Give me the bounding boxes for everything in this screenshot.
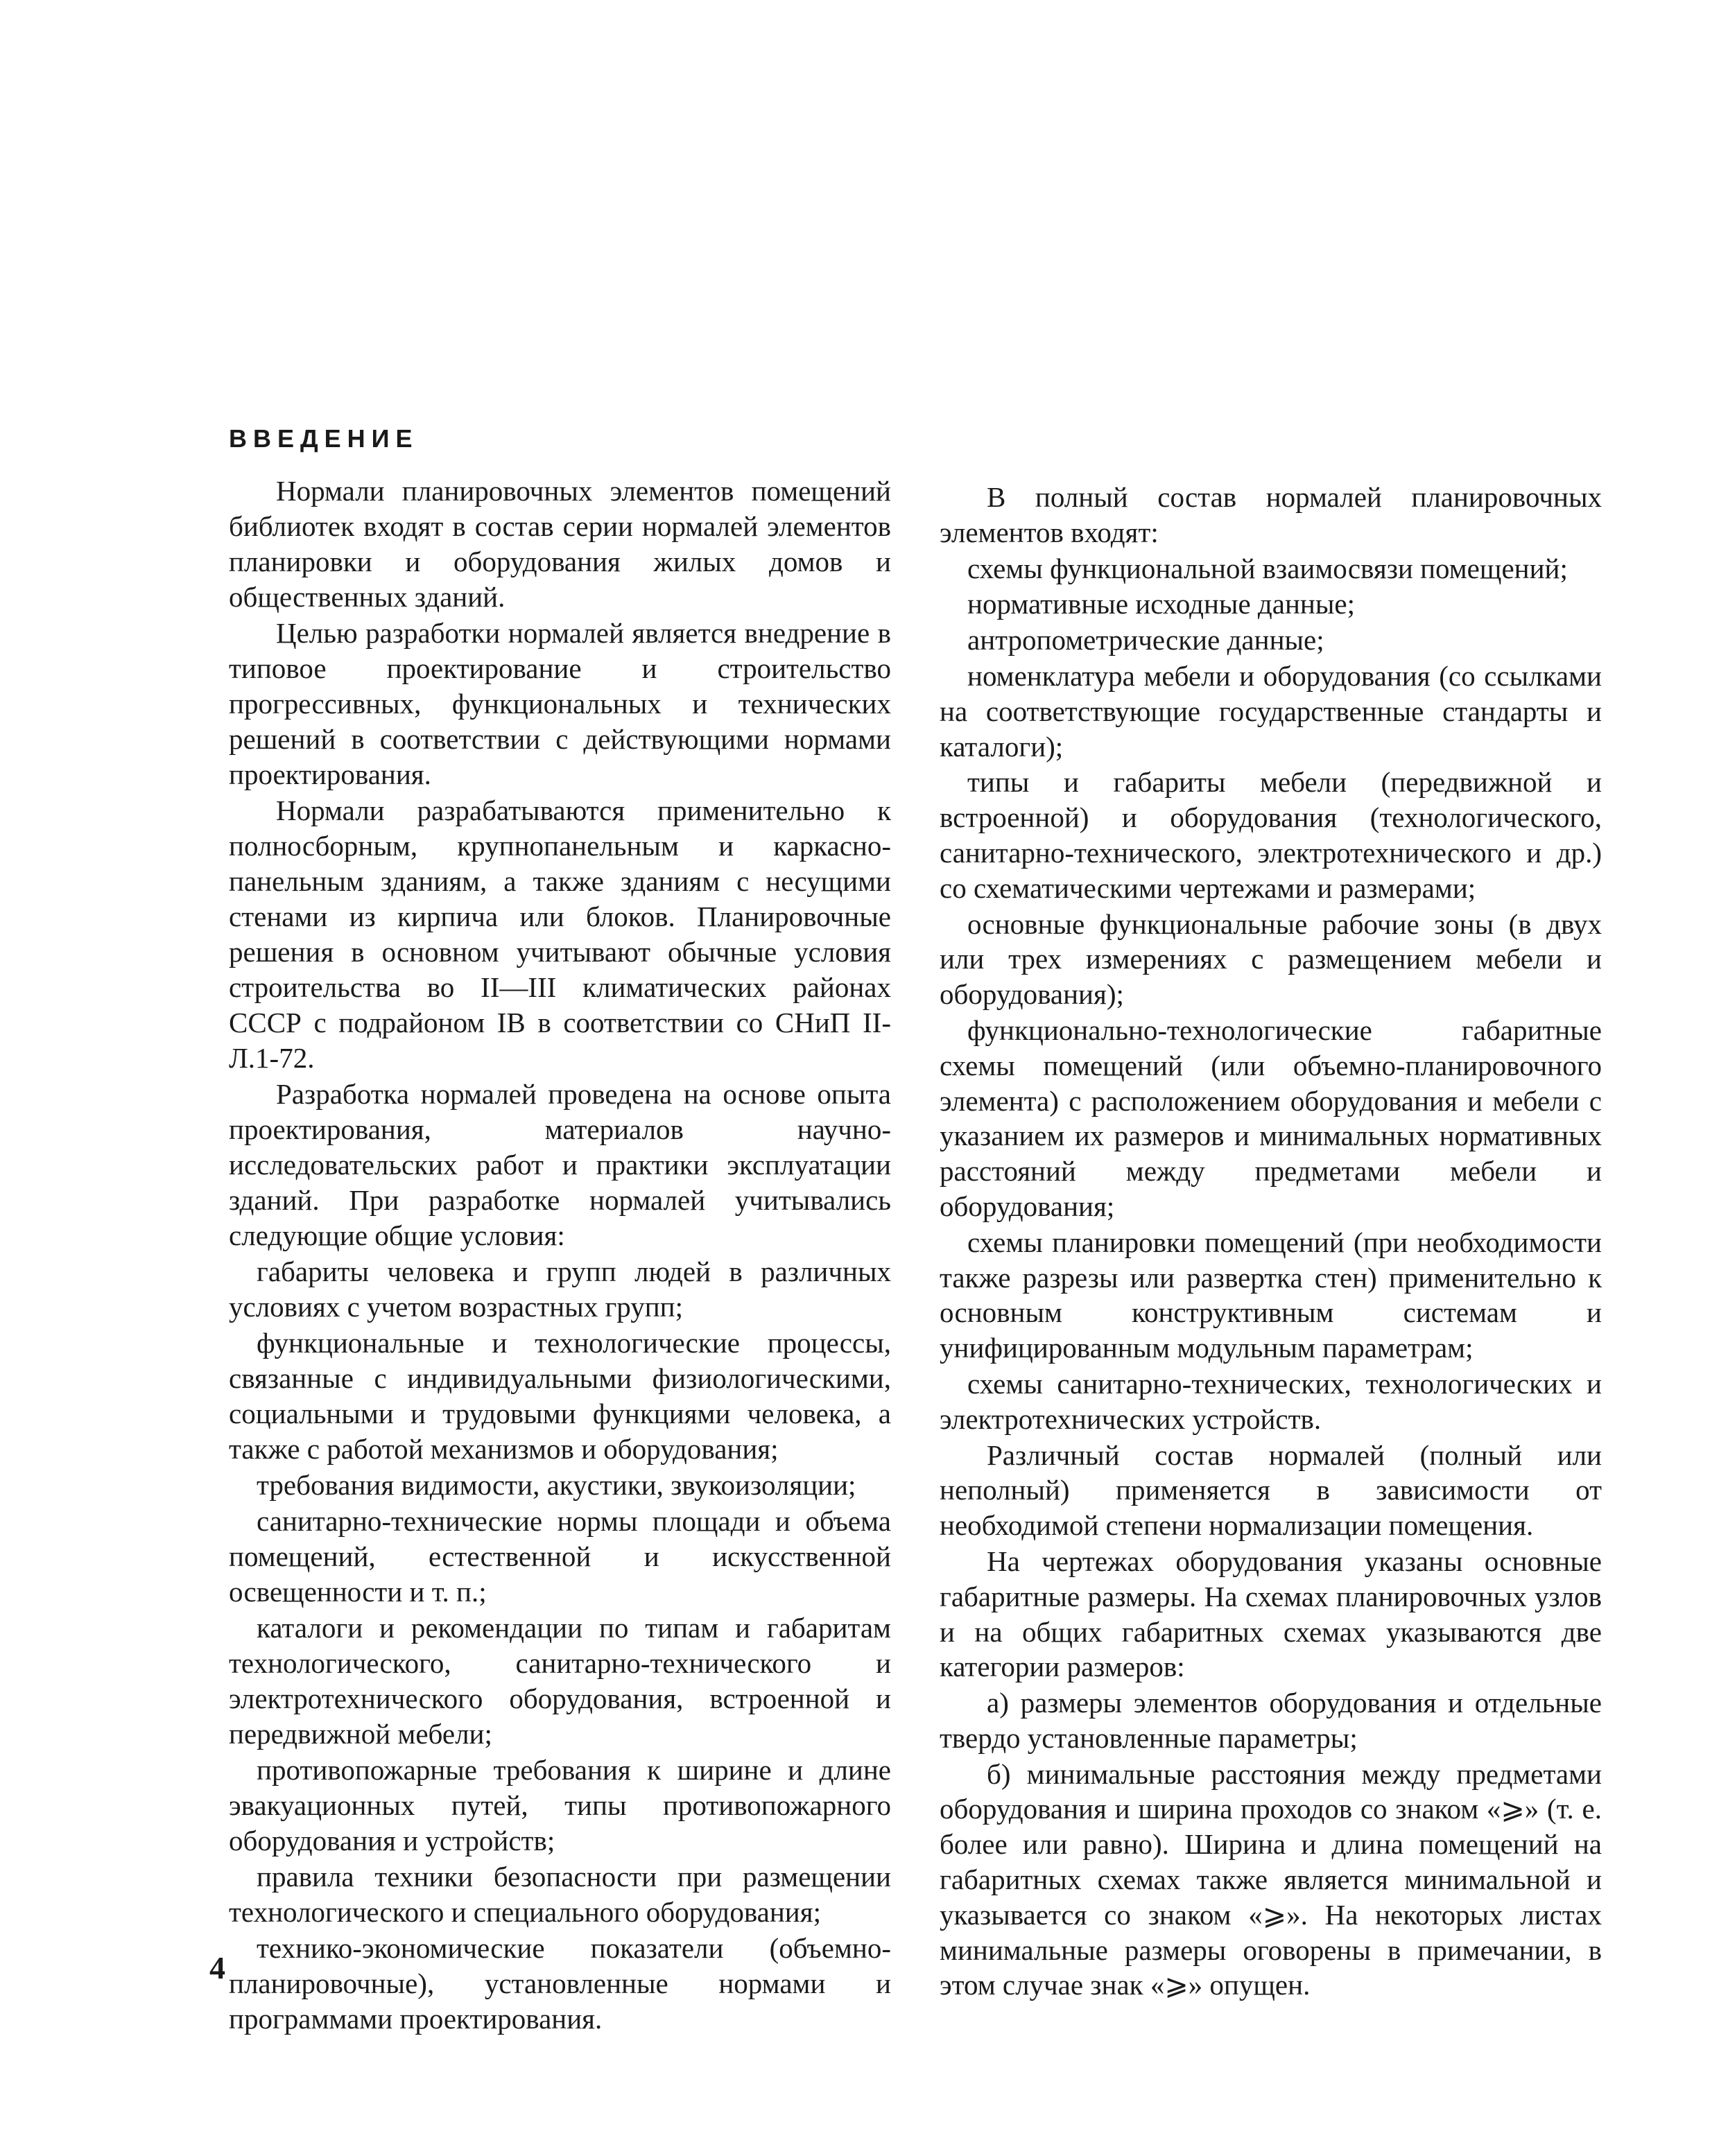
list-item: типы и габариты мебели (передвижной и встроенной) и оборудования (технологического, санитарно-технического, электротехнического и др.) со схематическими чертежами и размерами;: [940, 766, 1602, 904]
list-item: антропометрические данные;: [967, 624, 1324, 657]
list-item: санитарно-технические нормы площади и объема помещений, естественной и искусственной освещенности и т. п.;: [229, 1505, 891, 1608]
paragraph: а) размеры элементов оборудования и отдельные твердо установленные параметры;: [940, 1687, 1602, 1754]
paragraph: б) минимальные расстояния между предметами оборудования и ширина проходов со знаком «⩾» (т. е. более или равно). Ширина и длина помещений на габаритных схемах также является минимальной и указывается со знаком «⩾». На некоторых листах минимальные размеры оговорены в примечании, в этом случае знак «⩾» опущен.: [940, 1757, 1602, 2001]
list-item: функциональные и технологические процессы, связанные с индивидуальными физиологическими, социальными и трудовыми функциями человека, а также с работой механизмов и оборудования;: [229, 1327, 891, 1465]
list-item: нормативные исходные данные;: [967, 588, 1356, 620]
paragraph: Нормали разрабатываются применительно к полносборным, крупнопанельным и каркасно-панельным зданиям, а также зданиям с несущими стенами из кирпича или блоков. Планировочные решения в основном учитывают обычные условия строительства во II—III климатических районах СССР с подрайоном IВ в соответствии со СНиП II-Л.1-72.: [229, 794, 891, 1074]
right-column: [940, 480, 1602, 2003]
paragraph: Целью разработки нормалей является внедрение в типовое проектирование и строительство прогрессивных, функциональных и технических решений в соответствии с действующими нормами проектирования.: [229, 617, 891, 790]
list-item: схемы санитарно-технических, технологических и электротехнических устройств.: [940, 1367, 1602, 1435]
paragraph: Нормали планировочных элементов помещений библиотек входят в состав серии нормалей элементов планировки и оборудования жилых домов и общественных зданий.: [229, 475, 891, 613]
paragraph: В полный состав нормалей планировочных элементов входят:: [940, 481, 1602, 548]
list-item: основные функциональные рабочие зоны (в двух или трех измерениях с размещением мебели и оборудования);: [940, 907, 1602, 1011]
paragraph: На чертежах оборудования указаны основные габаритные размеры. На схемах планировочных узлов и на общих габаритных схемах указываются две категории размеров:: [940, 1545, 1602, 1683]
list-item: схемы функциональной взаимосвязи помещений;: [967, 552, 1568, 584]
list-item: технико-экономические показатели (объемно-планировочные), установленные нормами и программами проектирования.: [229, 1932, 891, 2035]
list-item: номенклатура мебели и оборудования (со ссылками на соответствующие государственные стандарты и каталоги);: [940, 659, 1602, 763]
left-column: [229, 473, 891, 2037]
page-number: 4: [209, 1950, 225, 1985]
list-item: правила техники безопасности при размещении технологического и специального оборудования;: [229, 1861, 891, 1928]
list-item: габариты человека и групп людей в различных условиях с учетом возрастных групп;: [229, 1255, 891, 1323]
paragraph: Разработка нормалей проведена на основе опыта проектирования, материалов научно-исследовательских работ и практики эксплуатации зданий. При разработке нормалей учитывались следующие общие условия:: [229, 1078, 891, 1251]
list-item: схемы планировки помещений (при необходимости также разрезы или развертка стен) применительно к основным конструктивным системам и унифицированным модульным параметрам;: [940, 1226, 1602, 1364]
list-item: требования видимости, акустики, звукоизоляции;: [257, 1469, 856, 1501]
list-item: функционально-технологические габаритные схемы помещений (или объемно-планировочного элемента) с расположением оборудования и мебели с указанием их размеров и минимальных нормативных расстояний между предметами мебели и оборудования;: [940, 1014, 1602, 1222]
list-item: каталоги и рекомендации по типам и габаритам технологического, санитарно-технического и электротехнического оборудования, встроенной и передвижной мебели;: [229, 1612, 891, 1750]
list-item: противопожарные требования к ширине и длине эвакуационных путей, типы противопожарного оборудования и устройств;: [229, 1754, 891, 1857]
section-heading: ВВЕДЕНИЕ: [229, 424, 419, 453]
paragraph: Различный состав нормалей (полный или неполный) применяется в зависимости от необходимой степени нормализации помещения.: [940, 1438, 1602, 1542]
